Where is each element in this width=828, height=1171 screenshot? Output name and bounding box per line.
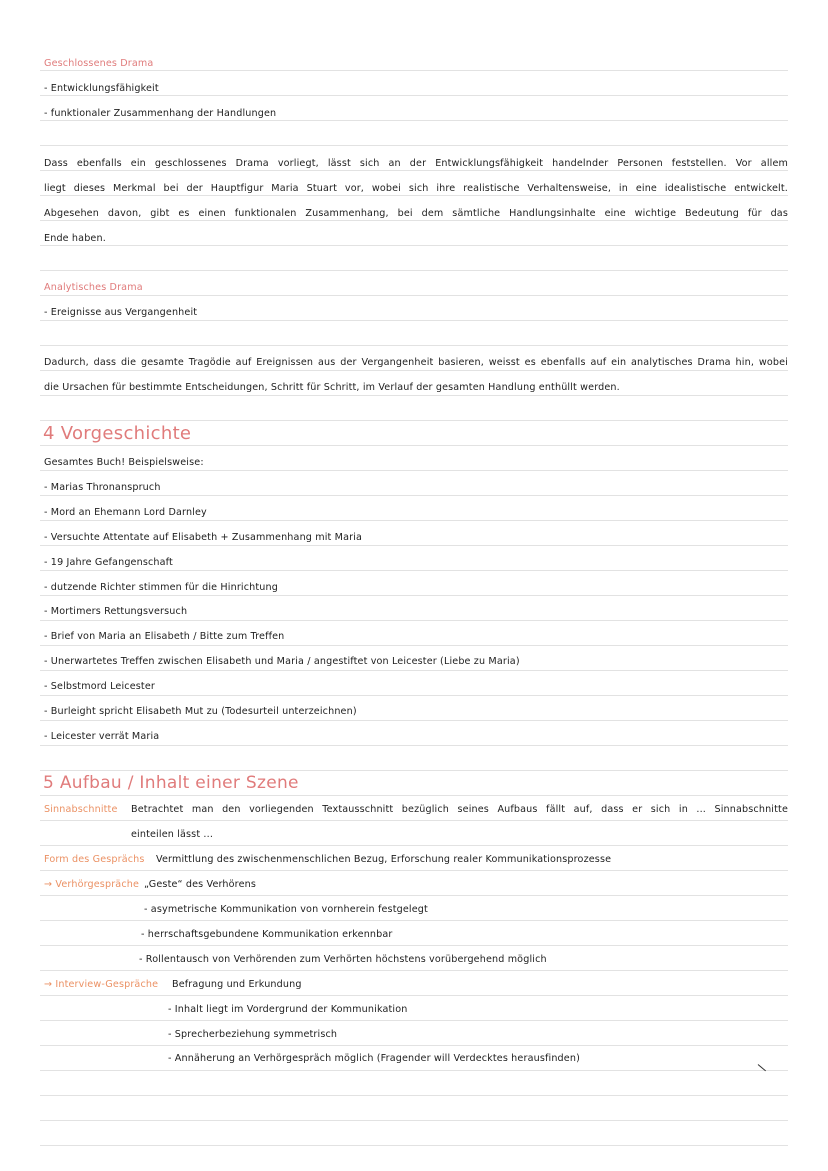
- vorgeschichte-intro: Gesamtes Buch! Beispielsweise:: [44, 457, 204, 468]
- vorgeschichte-item: - 19 Jahre Gefangenschaft: [44, 557, 173, 568]
- analytisch-paragraph-line: Dadurch, dass die gesamte Tragödie auf Ereignissen aus der Vergangenheit basieren, weisst es ebenfalls auf ein analytisches Drama hin, wobei: [44, 357, 788, 368]
- geschlossen-paragraph-line: Ende haben.: [44, 233, 106, 244]
- interview-gespraeche-label: → Interview-Gespräche: [44, 979, 159, 990]
- aufbau-heading: 5 Aufbau / Inhalt einer Szene: [43, 773, 299, 793]
- vorgeschichte-item: - Versuchte Attentate auf Elisabeth + Zusammenhang mit Maria: [44, 532, 363, 543]
- vorgeschichte-item: - Mord an Ehemann Lord Darnley: [44, 507, 207, 518]
- interview-item: - Inhalt liegt im Vordergrund der Kommunikation: [168, 1004, 408, 1015]
- vorgeschichte-item: - Leicester verrät Maria: [44, 731, 160, 742]
- verhoergespraeche-text: „Geste“ des Verhörens: [144, 879, 256, 890]
- vorgeschichte-item: - Unerwartetes Treffen zwischen Elisabeth und Maria / angestiftet von Leicester (Liebe zu Maria): [44, 656, 520, 667]
- interview-item: - Annäherung an Verhörgespräch möglich (Fragender will Verdecktes herausfinden): [168, 1053, 580, 1064]
- form-gespraech-text: Vermittlung des zwischenmenschlichen Bezug, Erforschung realer Kommunikationsprozesse: [156, 854, 612, 865]
- sinnabschnitte-label: Sinnabschnitte: [44, 804, 118, 815]
- form-gespraech-label: Form des Gesprächs: [44, 854, 145, 865]
- vorgeschichte-item: - dutzende Richter stimmen für die Hinrichtung: [44, 582, 278, 593]
- verhoer-item: - herrschaftsgebundene Kommunikation erkennbar: [141, 929, 393, 940]
- verhoergespraeche-label: → Verhörgespräche: [44, 879, 140, 890]
- bullet-zusammenhang: - funktionaler Zusammenhang der Handlungen: [44, 108, 277, 119]
- geschlossen-paragraph-line: Dass ebenfalls ein geschlossenes Drama vorliegt, lässt sich an der Entwicklungsfähigkeit handelnder Personen feststellen. Vor allem: [44, 158, 788, 169]
- vorgeschichte-item: - Brief von Maria an Elisabeth / Bitte zum Treffen: [44, 631, 285, 642]
- geschlossen-paragraph-line: Abgesehen davon, gibt es einen funktionalen Zusammenhang, bei dem sämtliche Handlungsinhalte eine wichtige Bedeutung für das: [44, 208, 788, 219]
- verhoer-item: - asymetrische Kommunikation von vornherein festgelegt: [144, 904, 428, 915]
- interview-gespraeche-text: Befragung und Erkundung: [172, 979, 302, 990]
- bullet-entwicklung: - Entwicklungsfähigkeit: [44, 83, 159, 94]
- verhoer-item: - Rollentausch von Verhörenden zum Verhörten höchstens vorübergehend möglich: [139, 954, 547, 965]
- interview-item: - Sprecherbeziehung symmetrisch: [168, 1029, 338, 1040]
- analytisches-drama-title: Analytisches Drama: [44, 282, 143, 293]
- vorgeschichte-item: - Burleight spricht Elisabeth Mut zu (Todesurteil unterzeichnen): [44, 706, 357, 717]
- geschlossenes-drama-title: Geschlossenes Drama: [44, 58, 154, 69]
- sinnabschnitte-text: Betrachtet man den vorliegenden Textausschnitt bezüglich seines Aufbaus fällt auf, dass er sich in ... Sinnabschnitte: [131, 804, 788, 815]
- analytisch-paragraph-line: die Ursachen für bestimmte Entscheidungen, Schritt für Schritt, im Verlauf der gesamten Handlung enthüllt werden.: [44, 382, 620, 393]
- vorgeschichte-item: - Marias Thronanspruch: [44, 482, 161, 493]
- geschlossen-paragraph-line: liegt dieses Merkmal bei der Hauptfigur Maria Stuart vor, wobei sich ihre realistische Verhaltensweise, in eine idealistische entwickelt.: [44, 183, 788, 194]
- vorgeschichte-heading: 4 Vorgeschichte: [43, 423, 192, 444]
- vorgeschichte-item: - Selbstmord Leicester: [44, 681, 155, 692]
- vorgeschichte-item: - Mortimers Rettungsversuch: [44, 606, 188, 617]
- sinnabschnitte-text-cont: einteilen lässt ...: [131, 829, 214, 840]
- bullet-ereignisse: - Ereignisse aus Vergangenheit: [44, 307, 198, 318]
